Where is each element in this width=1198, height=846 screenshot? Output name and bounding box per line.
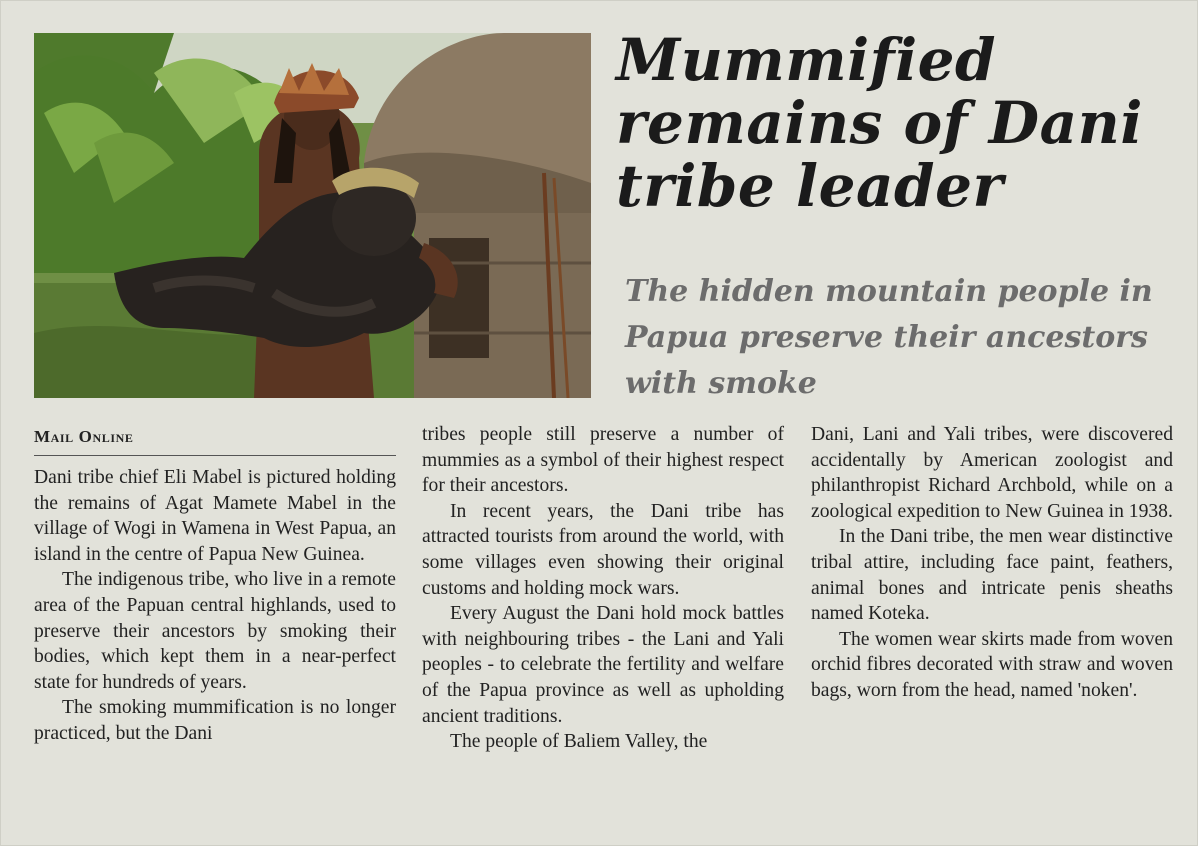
byline: Mail Online <box>34 427 396 456</box>
headline: Mummified remains of Dani tribe leader <box>616 26 1143 220</box>
text-column-3 <box>811 422 1173 704</box>
paragraph: The women wear skirts made from woven orchid fibres decorated with straw and woven bags, worn from the head, named 'noken'. <box>811 628 1173 701</box>
text-column-1 <box>34 465 396 747</box>
paragraph: Every August the Dani hold mock battles with neighbouring tribes - the Lani and Yali peoples - to celebrate the fertility and welfare of the Papua province as well as upholding ancient traditions. <box>422 603 784 727</box>
text-column-2 <box>422 422 784 755</box>
paragraph: The smoking mummification is no longer practiced, but the Dani <box>34 697 396 744</box>
photo-dani-chief-holding-mummy-icon <box>34 33 591 398</box>
paragraph: In the Dani tribe, the men wear distinctive tribal attire, including face paint, feathers, animal bones and intricate penis sheaths named Koteka. <box>811 526 1173 625</box>
paragraph: tribes people still preserve a number of mummies as a symbol of their highest respect for their ancestors. <box>422 424 784 497</box>
paragraph: Dani tribe chief Eli Mabel is pictured holding the remains of Agat Mamete Mabel in the village of Wogi in Wamena in West Papua, an island in the centre of Papua New Guinea. <box>34 467 396 565</box>
paragraph: The indigenous tribe, who live in a remote area of the Papuan central highlands, used to preserve their ancestors by smoking their bodies, which kept them in a near-perfect state for hundreds of years. <box>34 569 396 693</box>
paragraph: In recent years, the Dani tribe has attracted tourists from around the world, with some villages even showing their original customs and holding mock wars. <box>422 500 784 599</box>
paragraph: Dani, Lani and Yali tribes, were discovered accidentally by American zoologist and philanthropist Richard Archbold, while on a zoological expedition to New Guinea in 1938. <box>811 424 1173 522</box>
subheadline: The hidden mountain people in Papua preserve their ancestors with smoke <box>625 274 1153 401</box>
paragraph: The people of Baliem Valley, the <box>450 731 708 753</box>
article-photo <box>34 33 591 398</box>
